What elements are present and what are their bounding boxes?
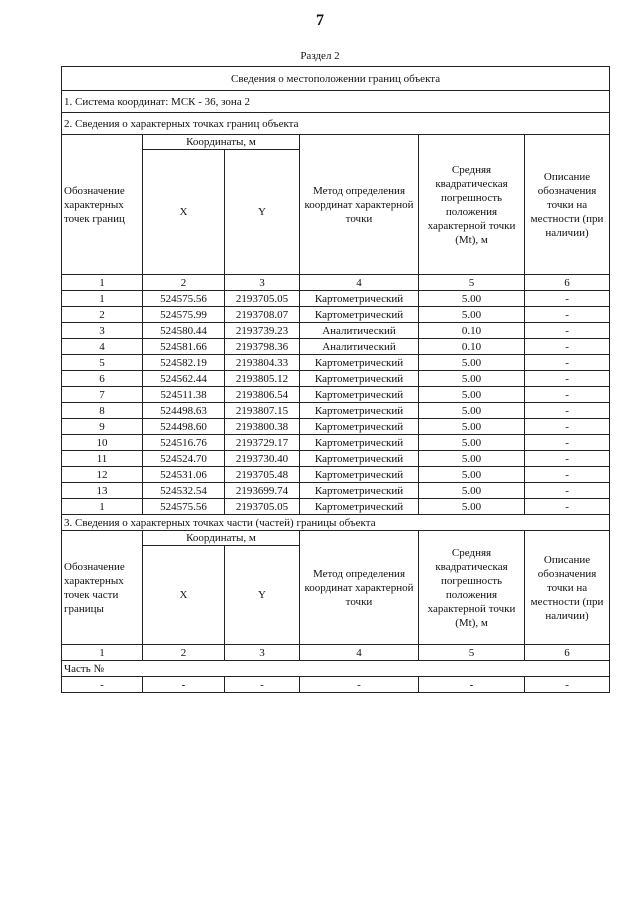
- mean-error: 5.00: [419, 387, 525, 403]
- table-row: [62, 677, 610, 693]
- coord-y: 2193800.38: [225, 419, 300, 435]
- method: Картометрический: [300, 483, 419, 499]
- method: Аналитический: [300, 339, 419, 355]
- header-coordinates: Координаты, м: [143, 135, 300, 150]
- method: Картометрический: [300, 403, 419, 419]
- column-number: 5: [419, 275, 525, 291]
- coord-y: 2193699.74: [225, 483, 300, 499]
- coord-y: 2193798.36: [225, 339, 300, 355]
- method: Картометрический: [300, 355, 419, 371]
- coord-y: 2193705.48: [225, 467, 300, 483]
- description: -: [525, 387, 610, 403]
- point-number: 3: [62, 323, 143, 339]
- coord-x: 524524.70: [143, 451, 225, 467]
- table-row: [62, 307, 610, 323]
- point-number: 11: [62, 451, 143, 467]
- column-number: 3: [225, 645, 300, 661]
- coord-y: 2193729.17: [225, 435, 300, 451]
- coord-x: 524581.66: [143, 339, 225, 355]
- table-row: [62, 467, 610, 483]
- description: -: [525, 435, 610, 451]
- mean-error: 5.00: [419, 291, 525, 307]
- header-coordinates-part: Координаты, м: [143, 531, 300, 546]
- method: Картометрический: [300, 307, 419, 323]
- coord-x: 524580.44: [143, 323, 225, 339]
- mean-error: 5.00: [419, 483, 525, 499]
- part-cell: -: [225, 677, 300, 693]
- header-designation-part: Обозначение характерных точек части границы: [62, 531, 143, 645]
- description: -: [525, 291, 610, 307]
- method: Картометрический: [300, 419, 419, 435]
- mean-error: 5.00: [419, 419, 525, 435]
- header-y-part: Y: [225, 546, 300, 645]
- coord-y: 2193739.23: [225, 323, 300, 339]
- boundaries-table: [61, 66, 610, 693]
- mean-error: 5.00: [419, 435, 525, 451]
- header-method: Метод определения координат характерной точки: [300, 135, 419, 275]
- coord-x: 524575.56: [143, 499, 225, 515]
- column-number: 4: [300, 275, 419, 291]
- column-number: 4: [300, 645, 419, 661]
- point-number: 9: [62, 419, 143, 435]
- point-number: 12: [62, 467, 143, 483]
- table-row: [62, 451, 610, 467]
- description: -: [525, 339, 610, 355]
- table-row: [62, 483, 610, 499]
- table-title: Сведения о местоположении границ объекта: [62, 67, 610, 91]
- point-number: 5: [62, 355, 143, 371]
- point-number: 10: [62, 435, 143, 451]
- mean-error: 0.10: [419, 323, 525, 339]
- mean-error: 5.00: [419, 307, 525, 323]
- description: -: [525, 467, 610, 483]
- header-x-part: X: [143, 546, 225, 645]
- column-number: 5: [419, 645, 525, 661]
- part-label: Часть №: [62, 661, 610, 677]
- part-cell: -: [419, 677, 525, 693]
- points-section-title: 2. Сведения о характерных точках границ объекта: [62, 113, 610, 135]
- method: Картометрический: [300, 499, 419, 515]
- method: Картометрический: [300, 451, 419, 467]
- mean-error: 5.00: [419, 499, 525, 515]
- method: Картометрический: [300, 435, 419, 451]
- coord-x: 524516.76: [143, 435, 225, 451]
- column-number: 1: [62, 645, 143, 661]
- part-cell: -: [143, 677, 225, 693]
- table-row: [62, 435, 610, 451]
- column-number: 6: [525, 275, 610, 291]
- point-number: 2: [62, 307, 143, 323]
- mean-error: 5.00: [419, 467, 525, 483]
- coord-y: 2193708.07: [225, 307, 300, 323]
- table-row: [62, 387, 610, 403]
- coord-y: 2193805.12: [225, 371, 300, 387]
- header-x: X: [143, 150, 225, 275]
- coord-y: 2193804.33: [225, 355, 300, 371]
- coord-x: 524562.44: [143, 371, 225, 387]
- table-row: [62, 419, 610, 435]
- coord-y: 2193807.15: [225, 403, 300, 419]
- method: Картометрический: [300, 371, 419, 387]
- point-number: 1: [62, 499, 143, 515]
- description: -: [525, 355, 610, 371]
- point-number: 1: [62, 291, 143, 307]
- header-y: Y: [225, 150, 300, 275]
- point-number: 8: [62, 403, 143, 419]
- point-number: 7: [62, 387, 143, 403]
- coord-x: 524532.54: [143, 483, 225, 499]
- description: -: [525, 307, 610, 323]
- description: -: [525, 499, 610, 515]
- column-number: 3: [225, 275, 300, 291]
- table-row: [62, 403, 610, 419]
- coord-x: 524575.56: [143, 291, 225, 307]
- coord-y: 2193705.05: [225, 499, 300, 515]
- column-number: 2: [143, 275, 225, 291]
- coord-y: 2193705.05: [225, 291, 300, 307]
- page-number: 7: [316, 12, 324, 29]
- description: -: [525, 403, 610, 419]
- header-designation: Обозначение характерных точек границ: [62, 135, 143, 275]
- point-number: 13: [62, 483, 143, 499]
- coord-y: 2193806.54: [225, 387, 300, 403]
- parts-section-title: 3. Сведения о характерных точках части (частей) границы объекта: [62, 515, 610, 531]
- table-row: [62, 355, 610, 371]
- coord-x: 524582.19: [143, 355, 225, 371]
- description: -: [525, 323, 610, 339]
- mean-error: 0.10: [419, 339, 525, 355]
- coord-x: 524575.99: [143, 307, 225, 323]
- mean-error: 5.00: [419, 355, 525, 371]
- header-method-part: Метод определения координат характерной точки: [300, 531, 419, 645]
- description: -: [525, 419, 610, 435]
- column-number: 6: [525, 645, 610, 661]
- coord-x: 524498.60: [143, 419, 225, 435]
- section-label: Раздел 2: [300, 50, 340, 62]
- point-number: 6: [62, 371, 143, 387]
- coord-y: 2193730.40: [225, 451, 300, 467]
- method: Картометрический: [300, 291, 419, 307]
- header-error: Средняя квадратическая погрешность положения характерной точки (Mt), м: [419, 135, 525, 275]
- table-row: [62, 371, 610, 387]
- description: -: [525, 451, 610, 467]
- coordinate-system: 1. Система координат: МСК - 36, зона 2: [62, 91, 610, 113]
- method: Картометрический: [300, 387, 419, 403]
- description: -: [525, 371, 610, 387]
- column-number: 1: [62, 275, 143, 291]
- part-cell: -: [525, 677, 610, 693]
- coord-x: 524498.63: [143, 403, 225, 419]
- coord-x: 524511.38: [143, 387, 225, 403]
- header-error-part: Средняя квадратическая погрешность положения характерной точки (Mt), м: [419, 531, 525, 645]
- table-row: [62, 339, 610, 355]
- coord-x: 524531.06: [143, 467, 225, 483]
- part-cell: -: [62, 677, 143, 693]
- table-row: [62, 291, 610, 307]
- header-description: Описание обозначения точки на местности (при наличии): [525, 135, 610, 275]
- column-number: 2: [143, 645, 225, 661]
- part-cell: -: [300, 677, 419, 693]
- method: Картометрический: [300, 467, 419, 483]
- mean-error: 5.00: [419, 451, 525, 467]
- point-number: 4: [62, 339, 143, 355]
- method: Аналитический: [300, 323, 419, 339]
- table-row: [62, 323, 610, 339]
- header-description-part: Описание обозначения точки на местности (при наличии): [525, 531, 610, 645]
- table-row: [62, 499, 610, 515]
- description: -: [525, 483, 610, 499]
- mean-error: 5.00: [419, 403, 525, 419]
- mean-error: 5.00: [419, 371, 525, 387]
